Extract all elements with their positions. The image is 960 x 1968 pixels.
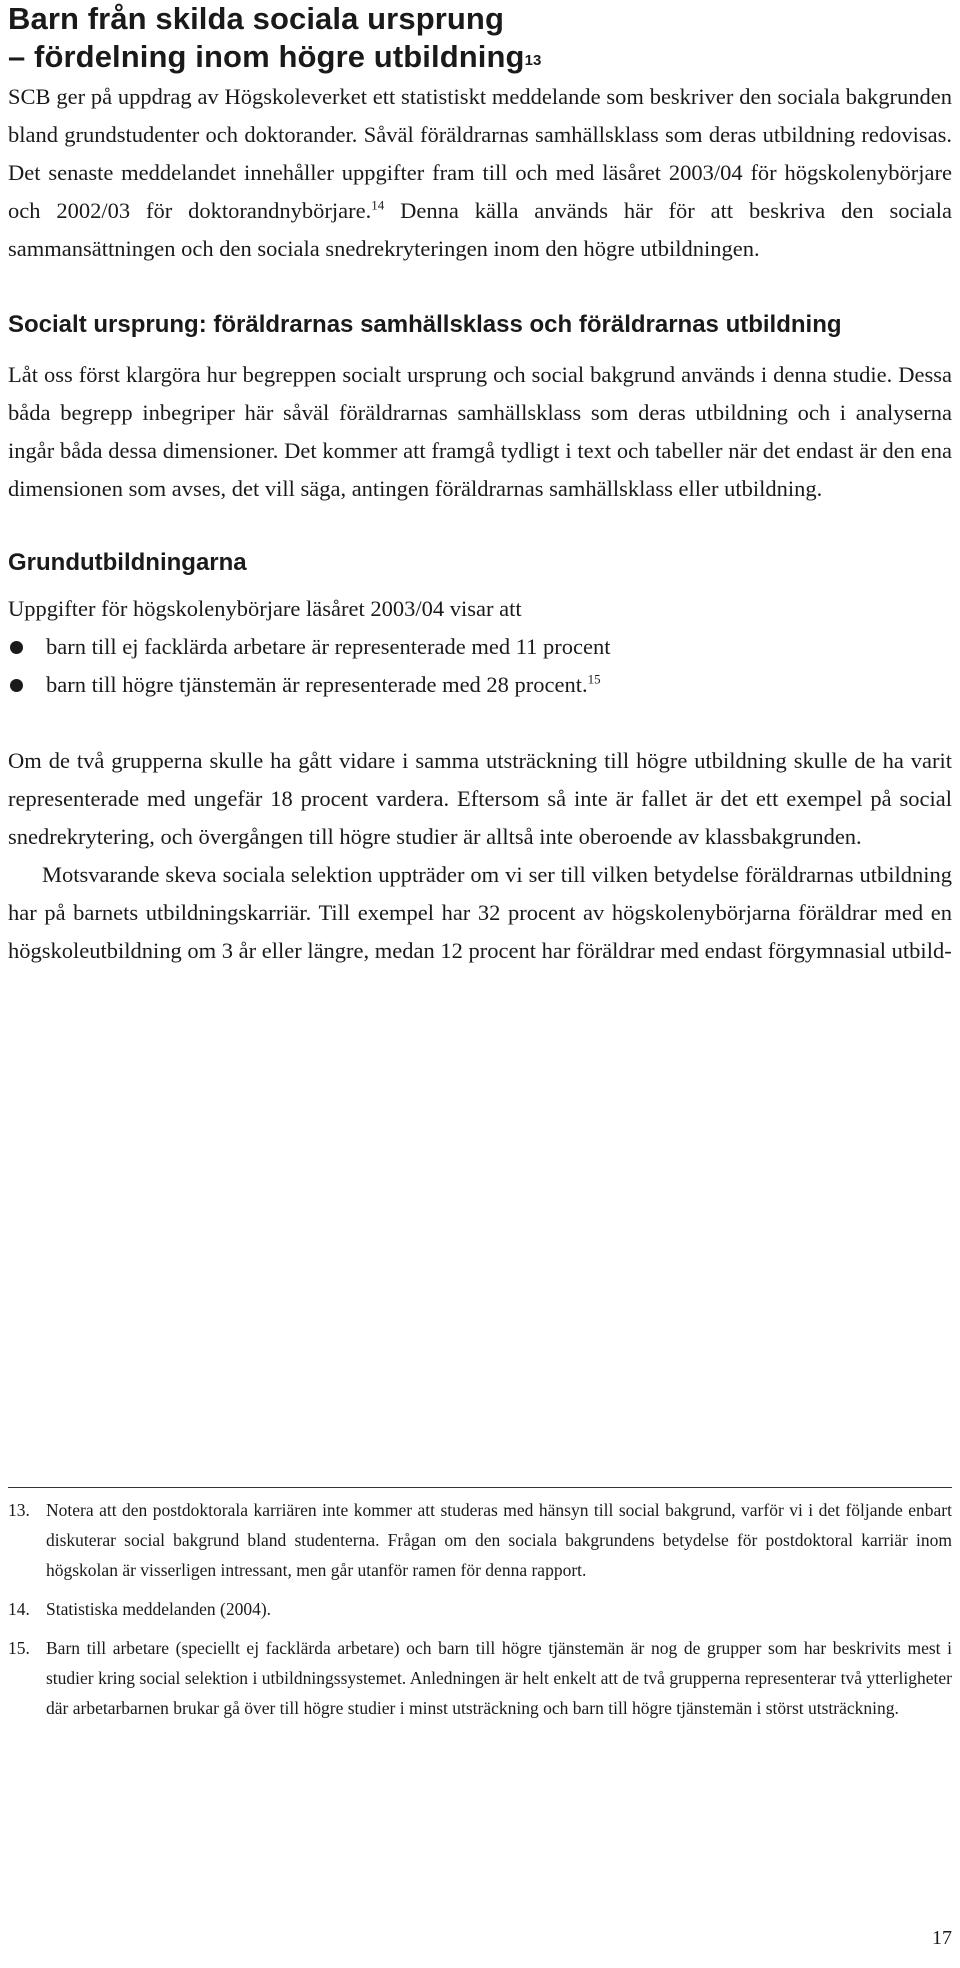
intro-text-part2: Denna källa används här för att beskriva den sociala sammansättningen och den sociala snedrekryteringen inom den högre utbildningen.	[8, 198, 952, 261]
section-heading-socialt-ursprung: Socialt ursprung: föräldrarnas samhällsklass och föräldrarnas utbildning	[8, 311, 842, 338]
intro-paragraph	[8, 78, 952, 268]
footnote-15	[8, 1633, 952, 1723]
bullet-icon	[10, 679, 23, 692]
bullet-list	[8, 628, 952, 704]
footnote-number: 13.	[8, 1500, 30, 1520]
title-footnote-ref[interactable]: 13	[524, 52, 542, 69]
bullet-icon	[10, 641, 23, 654]
footnote-text: Barn till arbetare (speciellt ej facklärda arbetare) och barn till högre tjänstemän är nog de grupper som har beskrivits mest i studier kring social selektion i utbildningssystemet. Anledningen är helt enkelt att de två grupperna representerar två ytterligheter där arbetarbarnen brukar gå över till högre studier i minst utsträckning och barn till högre tjänstemän i störst utsträckning.	[46, 1638, 952, 1718]
bullet-text: barn till högre tjänstemän är representerade med 28 procent.	[46, 672, 588, 697]
section1-paragraph: Låt oss först klargöra hur begreppen socialt ursprung och social bakgrund används i denna studie. Dessa båda begrepp inbegriper här såväl föräldrarnas samhällsklass som deras utbildning och i analyserna ingår båda dessa dimensioner. Det kommer att framgå tydligt i text och tabeller när det endast är den ena dimensionen som avses, det vill säga, antingen föräldrarnas samhällsklass eller utbildning.	[8, 362, 952, 501]
bullet-footnote-ref[interactable]: 15	[587, 671, 601, 687]
footnote-text: Notera att den postdoktorala karriären inte kommer att studeras med hänsyn till social bakgrund, varför vi i det följande enbart diskuterar social bakgrund bland studenterna. Frågan om den sociala bakgrundens betydelse för postdoktoral karriär inom högskolan är visserligen intressant, men går utanför ramen för denna rapport.	[46, 1500, 952, 1580]
intro-footnote-ref[interactable]: 14	[371, 197, 385, 213]
section2-paragraph-2: Motsvarande skeva sociala selektion uppträder om vi ser till vilken betydelse föräldrarnas utbildning har på barnets utbildningskarriär. Till exempel har 32 procent av högskolenybörjarna föräldrar med en högskoleutbildning om 3 år eller längre, medan 12 procent har föräldrar med endast förgymnasial utbild-	[8, 862, 952, 963]
bullet-item	[8, 628, 952, 666]
footnote-13	[8, 1495, 952, 1585]
section2-paragraph-1: Om de två grupperna skulle ha gått vidare i samma utsträckning till högre utbildning skulle de ha varit representerade med ungefär 18 procent vardera. Eftersom så inte är fallet är det ett exempel på social snedrekrytering, och övergången till högre studier är alltså inte oberoende av klassbakgrunden.	[8, 748, 952, 849]
footnote-number: 15.	[8, 1638, 30, 1658]
footnote-text: Statistiska meddelanden (2004).	[46, 1599, 272, 1619]
intro-text-part1: SCB ger på uppdrag av Högskoleverket ett statistiskt meddelande som beskriver den sociala bakgrunden bland grundstudenter och doktorander. Såväl föräldrarnas samhällsklass som deras utbildning redovisas. Det senaste meddelandet innehåller uppgifter fram till och med läsåret 2003/04 för högskolenybörjare och 2002/03 för doktorandnybörjare.	[8, 84, 952, 223]
title-line-1: Barn från skilda sociala ursprung	[8, 1, 504, 36]
page-number: 17	[932, 1927, 952, 1949]
document-page	[8, 0, 952, 1718]
section-heading-grundutbildningarna: Grundutbildningarna	[8, 549, 247, 576]
footnote-divider	[8, 1487, 952, 1488]
footnotes	[8, 1495, 952, 1732]
page-title	[8, 0, 952, 76]
bullet-item	[8, 666, 952, 704]
bullet-text: barn till ej facklärda arbetare är representerade med 11 procent	[46, 634, 611, 659]
section2-lead: Uppgifter för högskolenybörjare läsåret 2003/04 visar att	[8, 596, 522, 621]
footnote-14	[8, 1594, 952, 1624]
title-line-2: – fördelning inom högre utbildning	[8, 39, 525, 74]
footnote-number: 14.	[8, 1599, 30, 1619]
